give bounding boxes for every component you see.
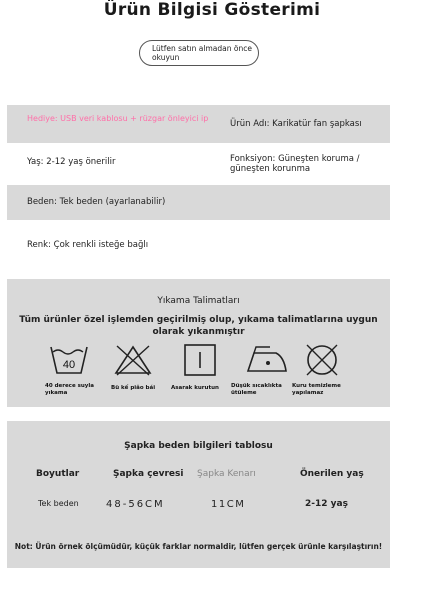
header-recommended-age: Önerilen yaş (300, 469, 364, 479)
notice-badge: Lütfen satın almadan önce okuyun (139, 40, 259, 66)
washing-text: Tüm ürünler özel işlemden geçirilmiş olup, yıkama talimatlarına uygun olarak yıkanmıştır (19, 315, 378, 337)
hang-dry-icon (182, 343, 218, 377)
do-not-bleach-icon (113, 343, 153, 377)
size-table-section (7, 421, 390, 568)
page-title: Ürün Bilgisi Gösterimi (103, 0, 321, 20)
color-text: Renk: Çok renkli isteğe bağlı (27, 240, 149, 250)
size-table-note: Not: Ürün örnek ölçümüdür, küçük farklar normaldir, lütfen gerçek ürünle karşılaştırın! (14, 542, 383, 551)
info-row-age (7, 143, 390, 185)
washing-title: Yıkama Talimatları (157, 296, 240, 306)
header-dimensions: Boyutlar (36, 469, 80, 479)
function-text: Fonksiyon: Güneşten koruma / güneşten korunma (230, 154, 360, 174)
size-table-title: Şapka beden bilgileri tablosu (124, 441, 273, 451)
iron-low-label: Düşük sıcaklıkta ütüleme (231, 383, 282, 396)
header-circumference: Şapka çevresi (113, 469, 184, 479)
wash-40-label: 40 derece suyla yıkama (45, 383, 94, 396)
wash-temp-number: 40 (62, 359, 76, 371)
cell-circumference: 48-56CM (106, 499, 165, 510)
do-not-bleach-label: Bü kế piǎo bái (111, 385, 156, 391)
iron-low-icon (244, 343, 288, 377)
do-not-dry-clean-icon (303, 343, 341, 377)
cell-brim: 11CM (211, 499, 246, 510)
info-row-size (7, 185, 390, 220)
hang-dry-label: Asarak kurutun (171, 385, 219, 391)
size-text: Beden: Tek beden (ayarlanabilir) (27, 197, 166, 207)
do-not-dry-clean-label: Kuru temizleme yapılamaz (292, 383, 341, 396)
wash-40-icon (49, 343, 89, 377)
info-row-color (7, 220, 390, 276)
info-row-gift (7, 105, 390, 143)
cell-recommended-age: 2-12 yaş (305, 499, 348, 509)
gift-text: Hediye: USB veri kablosu + rüzgar önleyici ip (27, 114, 209, 123)
header-brim: Şapka Kenarı (197, 469, 256, 479)
cell-size: Tek beden (38, 499, 79, 508)
age-text: Yaş: 2-12 yaş önerilir (27, 157, 116, 167)
washing-section (7, 279, 390, 407)
product-name-text: Ürün Adı: Karikatür fan şapkası (230, 119, 362, 129)
